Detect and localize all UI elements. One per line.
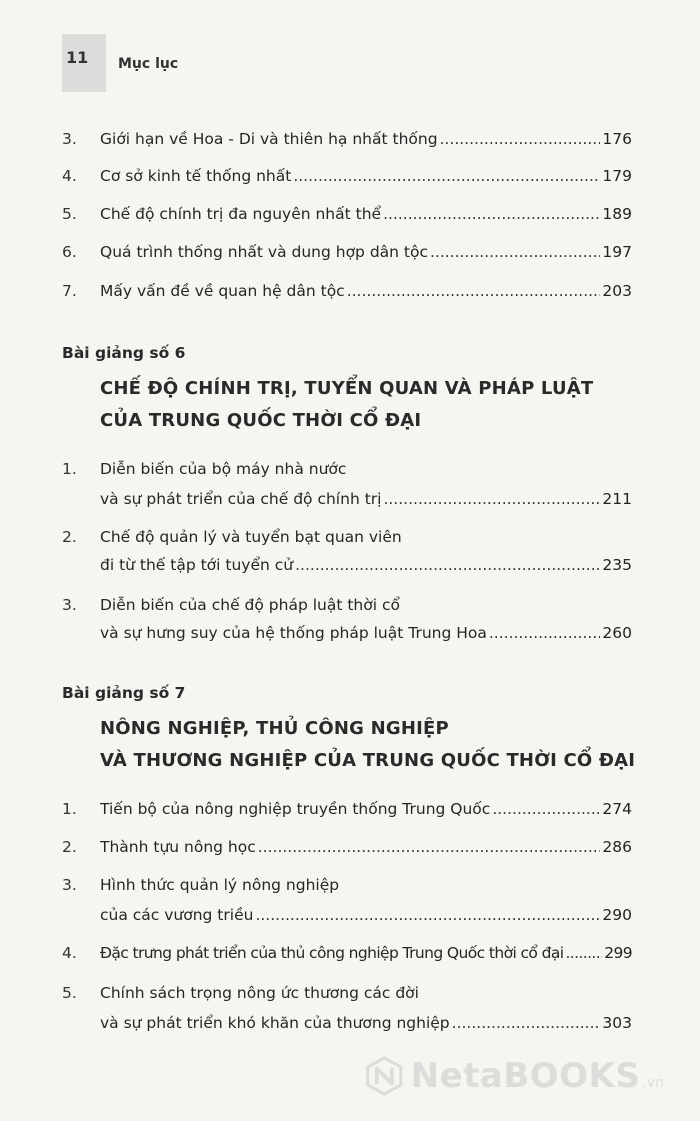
lecture-6-title-line-2: CỦA TRUNG QUỐC THỜI CỔ ĐẠI (100, 410, 422, 431)
toc-entry[interactable] (62, 528, 632, 588)
toc-entry-title-line-2: và sự hưng suy của hệ thống pháp luật Trung Hoa (100, 624, 487, 642)
toc-entry[interactable] (62, 460, 632, 520)
toc-page-number: 203 (602, 282, 632, 300)
toc-entry-number: 5. (62, 205, 77, 223)
toc-page-number: 274 (602, 800, 632, 818)
toc-page-number: 260 (602, 624, 632, 642)
toc-entry[interactable] (62, 984, 632, 1044)
toc-page-number: 197 (602, 243, 632, 261)
toc-entry-title-line-1: Hình thức quản lý nông nghiệp (100, 876, 340, 894)
toc-page-number: 189 (602, 205, 632, 223)
lecture-7-title-line-1: NÔNG NGHIỆP, THỦ CÔNG NGHIỆP (100, 718, 449, 739)
toc-entry-title-line-2: và sự phát triển của chế độ chính trị (100, 490, 382, 508)
toc-entry-title-line-2: của các vương triều (100, 906, 254, 924)
toc-entry-number: 1. (62, 800, 77, 818)
toc-entry-title-line-1: Diễn biến của chế độ pháp luật thời cổ (100, 596, 400, 614)
lecture-6-title-line-1: CHẾ ĐỘ CHÍNH TRỊ, TUYỂN QUAN VÀ PHÁP LUẬT (100, 378, 594, 399)
toc-entry-number: 3. (62, 130, 77, 148)
page-number: 11 (66, 48, 89, 67)
toc-page-number: 286 (602, 838, 632, 856)
toc-page-number: 303 (602, 1014, 632, 1032)
toc-page-number: 290 (602, 906, 632, 924)
toc-entry-title-line-1: Chế độ quản lý và tuyển bạt quan viên (100, 528, 402, 546)
toc-page-number: 299 (604, 944, 632, 962)
toc-entry-title: Đặc trưng phát triển của thủ công nghiệp Trung Quốc thời cổ đại (100, 944, 564, 962)
lecture-7-title-line-2: VÀ THƯƠNG NGHIỆP CỦA TRUNG QUỐC THỜI CỔ ĐẠI (100, 750, 636, 771)
toc-entry-number: 7. (62, 282, 77, 300)
toc-entry-title-line-1: Diễn biến của bộ máy nhà nước (100, 460, 347, 478)
toc-entry-title: Giới hạn về Hoa - Di và thiên hạ nhất thống (100, 130, 438, 148)
toc-page-number: 179 (602, 167, 632, 185)
toc-entry-title-line-2: và sự phát triển khó khăn của thương nghiệp (100, 1014, 450, 1032)
netabooks-watermark (364, 1046, 664, 1106)
toc-entry-number: 2. (62, 838, 77, 856)
toc-entry-number: 3. (62, 876, 77, 894)
toc-entry-title: Tiến bộ của nông nghiệp truyền thống Trung Quốc (100, 800, 491, 818)
toc-page-number: 211 (602, 490, 632, 508)
toc-entry-title: Thành tựu nông học (100, 838, 256, 856)
toc-entry[interactable] (62, 876, 632, 936)
toc-entry-number: 4. (62, 944, 77, 962)
toc-entry-number: 5. (62, 984, 77, 1002)
netabooks-logo-icon (364, 1049, 405, 1103)
toc-entry-title-line-1: Chính sách trọng nông ức thương các đời (100, 984, 419, 1002)
toc-entry-number: 3. (62, 596, 77, 614)
toc-entry-title: Mấy vấn đề về quan hệ dân tộc (100, 282, 345, 300)
toc-entry[interactable] (62, 596, 632, 656)
page-header-title: Mục lục (118, 56, 179, 72)
toc-entry-title: Chế độ chính trị đa nguyên nhất thể (100, 205, 382, 223)
watermark-brand: NetaBOOKS (410, 1056, 641, 1096)
toc-entry-number: 4. (62, 167, 77, 185)
toc-entry-number: 1. (62, 460, 77, 478)
lecture-7-label: Bài giảng số 7 (62, 684, 186, 702)
toc-page-number: 176 (602, 130, 632, 148)
toc-entry-title-line-2: đi từ thế tập tới tuyển cử (100, 556, 294, 574)
toc-entry-number: 2. (62, 528, 77, 546)
lecture-6-label: Bài giảng số 6 (62, 344, 186, 362)
toc-entry-title: Cơ sở kinh tế thống nhất (100, 167, 292, 185)
toc-entry-title: Quá trình thống nhất và dung hợp dân tộc (100, 243, 428, 261)
watermark-suffix: .vn (642, 1075, 664, 1091)
toc-entry-number: 6. (62, 243, 77, 261)
toc-page-number: 235 (602, 556, 632, 574)
